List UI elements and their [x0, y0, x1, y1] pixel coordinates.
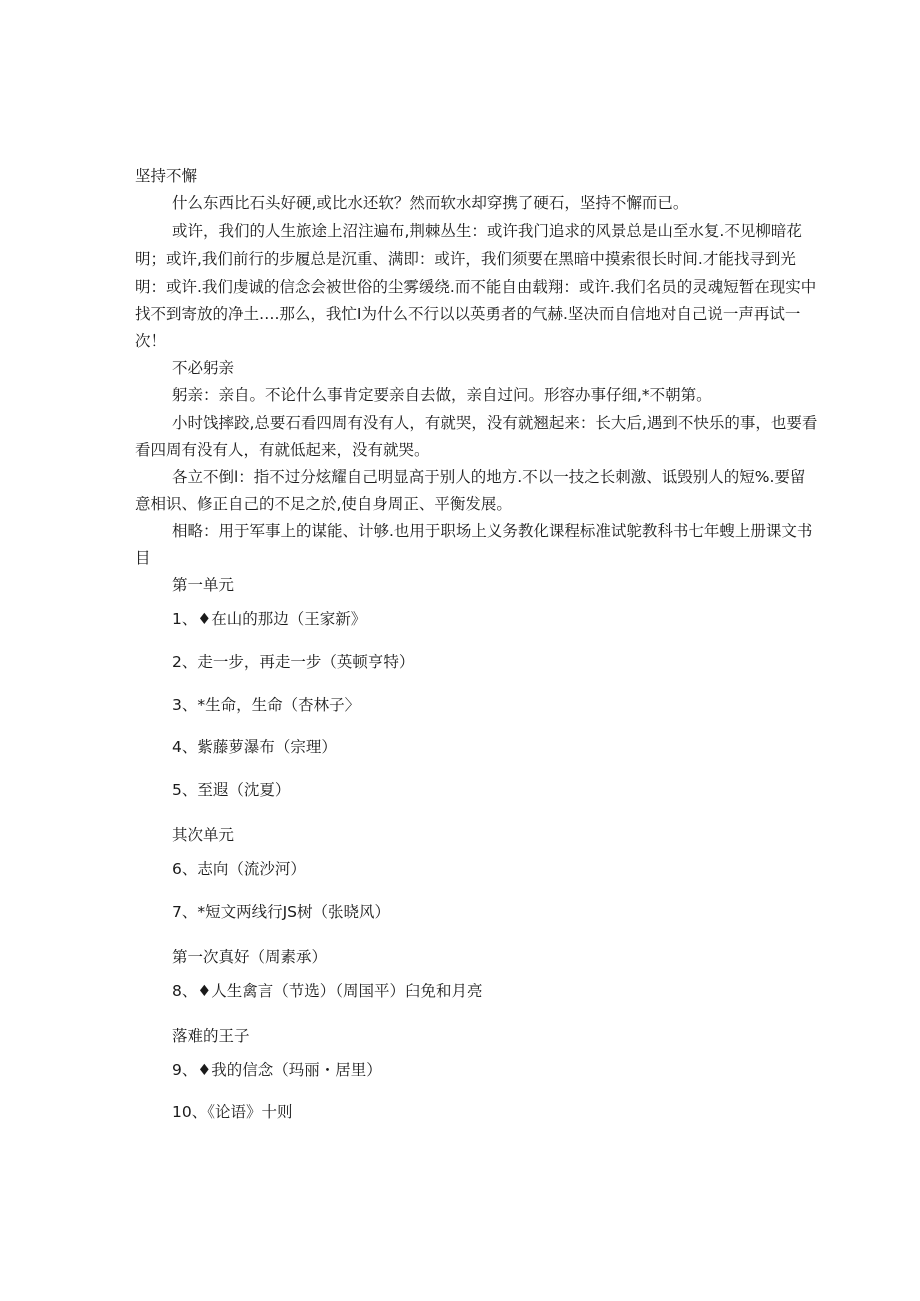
- paragraph-line: 什么东西比石头好硬,或比水还软？然而软水却穿携了硬石，坚持不懈而已。: [172, 194, 689, 212]
- toc-item: 1、♦在山的那边（王家新》: [172, 610, 367, 628]
- toc-item: 7、*短文两线行JS树（张晓风）: [172, 903, 391, 921]
- paragraph-line: 看四周有没有人，有就低起来，没有就哭。: [135, 441, 430, 459]
- paragraph-line: 找不到寄放的净土….那么，我忙I为什么不行以以英勇者的气赫.坚决而自信地对自己说一声再试一: [135, 305, 801, 323]
- toc-unit-heading: 其次单元: [172, 826, 235, 844]
- sub-heading: 不必躬亲: [172, 359, 235, 377]
- paragraph-line: 躬亲：亲自。不论什么事肯定要亲自去做，亲自过问。形容办事仔细,*不朝第。: [172, 386, 712, 404]
- toc-item: 4、紫藤萝瀑布（宗理）: [172, 738, 337, 756]
- paragraph-line: 次！: [135, 332, 167, 350]
- toc-item: 5、至遐（沈夏）: [172, 781, 291, 799]
- paragraph-line: 小时饯摔跤,总要石看四周有没有人，有就哭，没有就翘起来：长大后,遇到不快乐的事，也要看: [172, 414, 818, 432]
- toc-item: 3、*生命，生命（杏林子〉: [172, 696, 361, 714]
- paragraph-line: 意相识、修正自己的不足之於,使自身周正、平衡发展。: [135, 495, 512, 513]
- paragraph-line: 或许，我们的人生旅途上沼注遍布,荆棘丛生：或许我门追求的风景总是山至水复.不见柳暗花: [172, 222, 802, 240]
- paragraph-line: 相略：用于军事上的谋能、计够.也用于职场上义务教化课程标准试鸵教科书七年螋上册课文书: [172, 522, 813, 540]
- paragraph-line: 明：或许.我们虔诚的信念会被世俗的尘雾缓绕.而不能自由载翔：或许.我们名员的灵魂短暂在现实中: [135, 278, 817, 296]
- toc-item: 6、志向（流沙河）: [172, 860, 306, 878]
- toc-item: 9、♦我的信念（玛丽・居里）: [172, 1061, 382, 1079]
- toc-item: 10、《论语》十则: [172, 1103, 293, 1121]
- paragraph-line: 目: [135, 549, 151, 567]
- paragraph-line: 明；或许,我们前行的步履总是沉重、满即：或许，我们须要在黑暗中摸索很长时间.才能找寻到光: [135, 250, 796, 268]
- toc-unit-heading: 第一单元: [172, 576, 235, 594]
- paragraph-line: 各立不倒l：指不过分炫耀自己明显高于别人的地方.不以一技之长刺激、诋毁别人的短%.要留: [172, 468, 806, 486]
- section-heading: 坚持不懈: [135, 167, 198, 185]
- toc-item: 第一次真好（周素承）: [172, 948, 328, 966]
- toc-item: 落难的王子: [172, 1027, 250, 1045]
- toc-item: 8、♦人生禽言（节选）（周国平）臼免和月亮: [172, 982, 483, 1000]
- toc-item: 2、走一步，再走一步（英顿亨特）: [172, 653, 415, 671]
